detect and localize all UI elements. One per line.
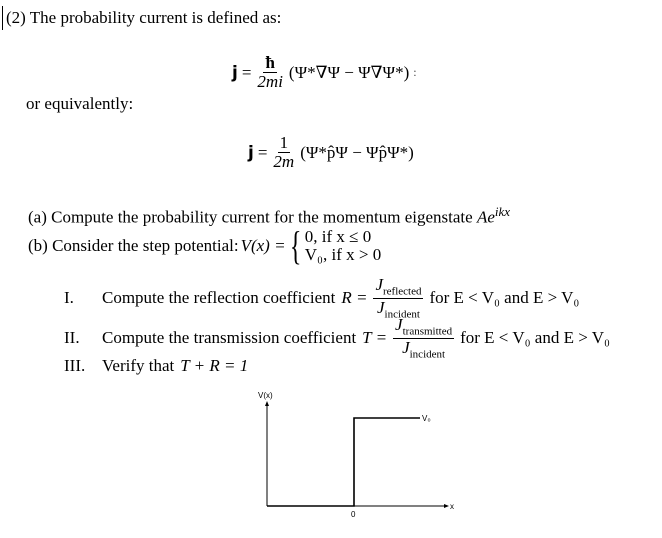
item-3-numeral: III. bbox=[64, 356, 86, 375]
plot-x-label: x bbox=[450, 502, 454, 511]
eq1-fraction bbox=[255, 54, 285, 92]
plot-potential-line bbox=[267, 418, 420, 506]
eq1-equals: = bbox=[241, 62, 252, 82]
part-a-question bbox=[28, 204, 510, 228]
item-2-frac-den: $J_{incident}$ bbox=[402, 337, 446, 361]
item-transmission bbox=[64, 316, 610, 360]
item-2-tail: for E < V₀ and E > V₀ bbox=[460, 328, 610, 348]
part-b-cases bbox=[305, 228, 381, 264]
eq2-denominator: 2m bbox=[273, 151, 295, 171]
step-potential-plot bbox=[250, 388, 470, 528]
eq2-lhs: j bbox=[248, 142, 254, 163]
item-2-var: T = bbox=[362, 328, 388, 348]
part-a-exponent: ikx bbox=[494, 204, 511, 219]
item-1-numeral: I. bbox=[64, 288, 74, 308]
eq1-lhs: j bbox=[232, 62, 238, 83]
plot-level-label: V₀ bbox=[422, 414, 431, 423]
equation-current-momentum bbox=[248, 134, 414, 172]
item-2-text: Compute the transmission coefficient bbox=[102, 328, 357, 348]
eq1-tail: : bbox=[413, 65, 417, 80]
part-b-text: (b) Consider the step potential: bbox=[28, 236, 239, 255]
eq2-fraction bbox=[271, 134, 296, 172]
plot-y-label: V(x) bbox=[258, 391, 273, 400]
item-1-fraction bbox=[373, 276, 423, 320]
part-b-case-1: 0, if x ≤ 0 bbox=[304, 227, 372, 247]
item-1-frac-num: $J_{reflected}$ bbox=[375, 275, 422, 298]
plot-x-arrow bbox=[444, 504, 449, 508]
eq2-body: (Ψ*p̂Ψ − Ψp̂Ψ*) bbox=[300, 142, 414, 162]
item-2-fraction bbox=[393, 316, 454, 360]
part-b-case-2: V₀, if x > 0 bbox=[304, 245, 382, 264]
item-1-frac-den: $J_{incident}$ bbox=[376, 297, 420, 321]
part-a-text: (a) Compute the probability current for the momentum eigenstate bbox=[28, 207, 477, 227]
part-b-function: V(x) = bbox=[240, 236, 286, 255]
eq1-body: (Ψ*∇Ψ − Ψ∇Ψ*) bbox=[288, 62, 410, 82]
plot-origin-label: 0 bbox=[351, 510, 356, 519]
eq2-numerator: 1 bbox=[279, 133, 289, 152]
or-equivalently-text: or equivalently: bbox=[26, 94, 134, 113]
part-a-math: Ae bbox=[476, 207, 495, 227]
part-b-question bbox=[28, 223, 382, 268]
item-1-text: Compute the reflection coefficient bbox=[102, 288, 336, 308]
item-reflection bbox=[64, 276, 579, 320]
equation-current-gradient bbox=[232, 54, 417, 92]
eq1-numerator: ħ bbox=[265, 53, 275, 72]
page-left-border bbox=[2, 6, 3, 30]
section-header: (2) The probability current is defined as: bbox=[6, 8, 282, 27]
eq2-equals: = bbox=[257, 142, 268, 162]
item-1-var: R = bbox=[341, 288, 368, 308]
item-verify bbox=[64, 356, 248, 376]
plot-y-arrow bbox=[265, 401, 269, 406]
part-b-brace: { bbox=[289, 223, 301, 268]
item-3-text: Verify that bbox=[102, 356, 175, 375]
item-1-tail: for E < V₀ and E > V₀ bbox=[429, 288, 580, 308]
item-3-var: T + R = 1 bbox=[180, 356, 249, 375]
item-2-frac-num: $J_{transmitted}$ bbox=[395, 315, 453, 338]
item-2-numeral: II. bbox=[64, 328, 80, 348]
eq1-denominator: 2mi bbox=[257, 71, 283, 91]
